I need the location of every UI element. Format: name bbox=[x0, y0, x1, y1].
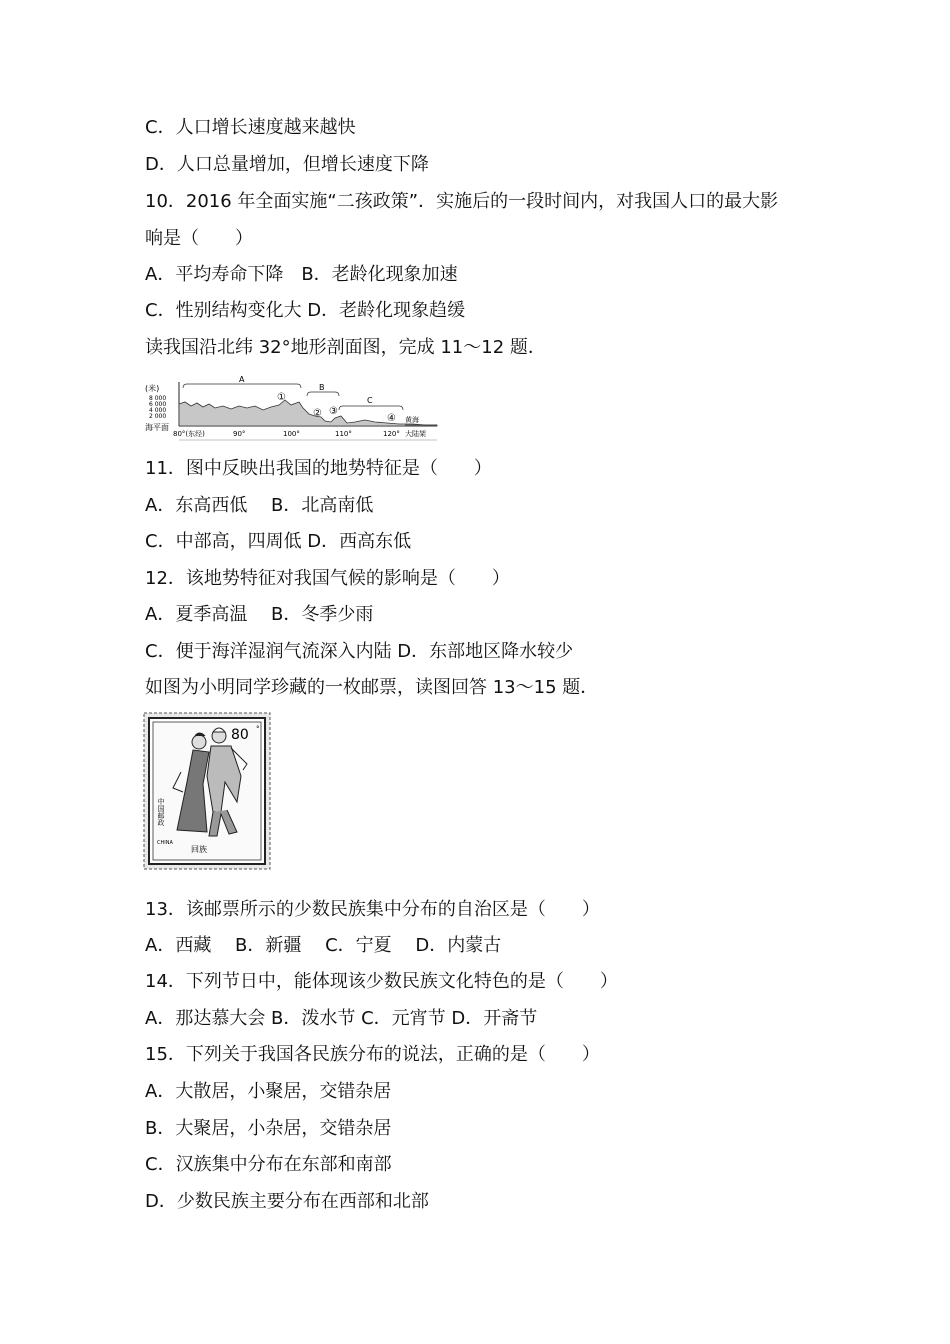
options-11ab: A．东高西低 B．北高南低 bbox=[145, 495, 374, 516]
options-14: A．那达慕大会 B．泼水节 C．元宵节 D．开斋节 bbox=[145, 1008, 538, 1029]
stamp-denomination: 80 bbox=[231, 727, 249, 743]
marker-4: ④ bbox=[387, 413, 396, 424]
option-15d: D．少数民族主要分布在西部和北部 bbox=[145, 1191, 429, 1212]
x-tick-100: 100° bbox=[283, 430, 300, 438]
shelf-label: 大陆架 bbox=[405, 430, 426, 438]
x-tick-110: 110° bbox=[335, 430, 352, 438]
question-10-cont: 响是（ ） bbox=[145, 228, 253, 249]
stamp-issuer-en: CHINA bbox=[157, 840, 173, 846]
option-15b: B．大聚居，小杂居，交错杂居 bbox=[145, 1118, 392, 1139]
option-9d: D．人口总量增加，但增长速度下降 bbox=[145, 154, 429, 175]
terrain-profile-shape bbox=[179, 400, 437, 426]
y-unit-label: (米) bbox=[145, 384, 160, 393]
stamp-caption: 回族 bbox=[191, 845, 207, 854]
region-label-a: A bbox=[239, 375, 245, 384]
options-13: A．西藏 B．新疆 C．宁夏 D．内蒙古 bbox=[145, 935, 502, 956]
sea-label: 黄海 bbox=[405, 416, 419, 424]
question-15: 15．下列关于我国各民族分布的说法，正确的是（ ） bbox=[145, 1044, 600, 1065]
region-label-c: C bbox=[367, 396, 373, 405]
terrain-profile-svg bbox=[143, 370, 439, 442]
options-12cd: C．便于海洋湿润气流深入内陆 D．东部地区降水较少 bbox=[145, 641, 574, 662]
question-14: 14．下列节日中，能体现该少数民族文化特色的是（ ） bbox=[145, 971, 618, 992]
x-tick-80: 80°(东经) bbox=[173, 430, 205, 438]
marker-1: ① bbox=[277, 392, 286, 403]
intro-13-15: 如图为小明同学珍藏的一枚邮票，读图回答 13～15 题． bbox=[145, 677, 599, 698]
y-tick-2000: 2 000 bbox=[149, 413, 167, 420]
y-tick-4000: 4 000 bbox=[149, 407, 167, 414]
svg-text:°: ° bbox=[256, 725, 260, 733]
options-12ab: A．夏季高温 B．冬季少雨 bbox=[145, 604, 374, 625]
region-label-b: B bbox=[319, 383, 325, 392]
question-11: 11．图中反映出我国的地势特征是（ ） bbox=[145, 458, 492, 479]
stamp-issuer: 中国邮政 bbox=[157, 798, 165, 826]
terrain-profile-figure bbox=[143, 370, 439, 442]
stamp-figure bbox=[143, 712, 271, 870]
question-13: 13．该邮票所示的少数民族集中分布的自治区是（ ） bbox=[145, 899, 600, 920]
options-10cd: C．性别结构变化大 D．老龄化现象趋缓 bbox=[145, 300, 466, 321]
intro-11-12: 读我国沿北纬 32°地形剖面图，完成 11～12 题． bbox=[145, 337, 546, 358]
question-12: 12．该地势特征对我国气候的影响是（ ） bbox=[145, 568, 510, 589]
option-15a: A．大散居，小聚居，交错杂居 bbox=[145, 1081, 392, 1102]
x-tick-120: 120° bbox=[383, 430, 400, 438]
x-tick-90: 90° bbox=[233, 430, 246, 438]
option-15c: C．汉族集中分布在东部和南部 bbox=[145, 1154, 392, 1175]
marker-3: ③ bbox=[329, 406, 338, 417]
y-tick-8000: 8 000 bbox=[149, 395, 167, 402]
stamp-svg bbox=[143, 712, 271, 870]
option-9c: C．人口增长速度越来越快 bbox=[145, 117, 356, 138]
options-11cd: C．中部高，四周低 D．西高东低 bbox=[145, 531, 412, 552]
sea-level-label: 海平面 bbox=[145, 423, 169, 432]
options-10ab: A．平均寿命下降 B．老龄化现象加速 bbox=[145, 264, 458, 285]
marker-2: ② bbox=[313, 408, 322, 419]
y-tick-6000: 6 000 bbox=[149, 401, 167, 408]
question-10: 10．2016 年全面实施“二孩政策”．实施后的一段时间内，对我国人口的最大影 bbox=[145, 191, 779, 212]
